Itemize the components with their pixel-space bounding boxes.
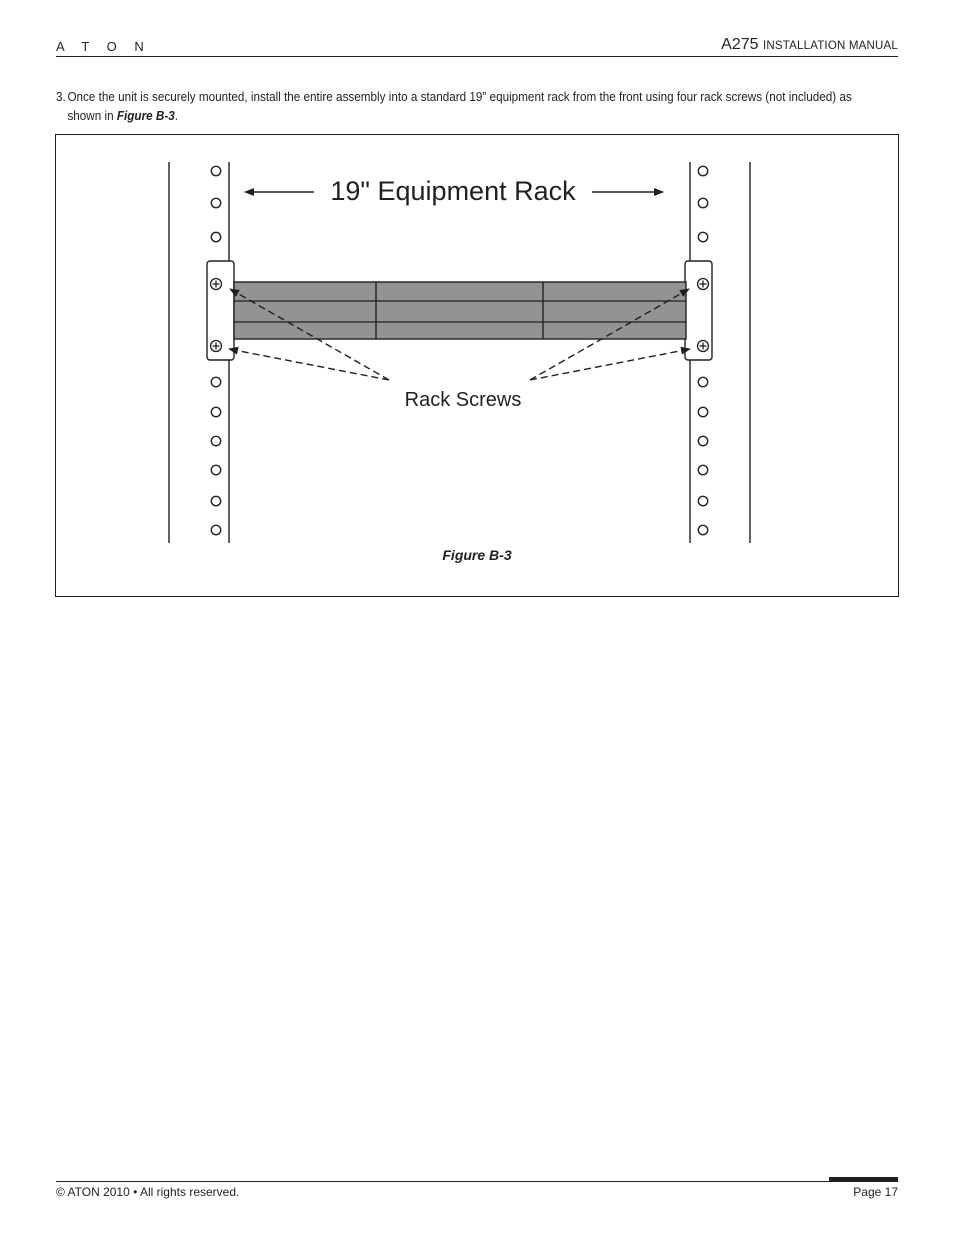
- page-number: Page 17: [853, 1185, 898, 1199]
- rack-diagram: [56, 135, 898, 596]
- brand-name: A T O N: [56, 39, 151, 54]
- page-header: [56, 36, 898, 57]
- step-text: Once the unit is securely mounted, install the entire assembly into a standard 19” equipment rack from the front using four rack screws (not included) as shown in Figure B-3.: [67, 89, 852, 123]
- rack-holes: [211, 166, 707, 534]
- rack-width-label: 19" Equipment Rack: [330, 176, 576, 206]
- figure-reference: Figure B-3: [116, 108, 175, 123]
- model-name: A275: [721, 36, 759, 53]
- rack-screws-label: Rack Screws: [404, 389, 522, 411]
- manual-subtitle: INSTALLATION MANUAL: [762, 40, 898, 52]
- document-title: [721, 36, 898, 54]
- footer-divider: [56, 1181, 898, 1182]
- figure-box: [55, 134, 899, 597]
- step-number: 3.: [56, 89, 66, 104]
- copyright-notice: © ATON 2010 • All rights reserved.: [56, 1185, 240, 1199]
- instruction-step: [56, 87, 886, 125]
- figure-caption: Figure B-3: [442, 547, 512, 563]
